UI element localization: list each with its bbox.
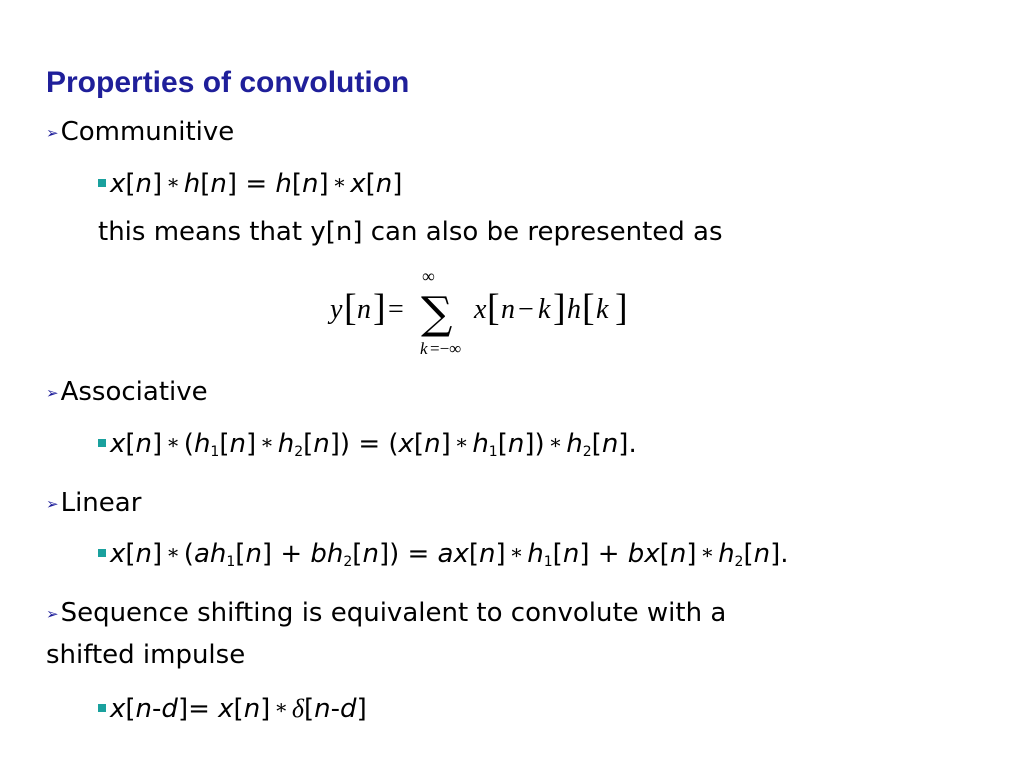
svg-text:]: ] [373,287,386,329]
arrow-bullet-icon: ➢ [46,124,59,142]
svg-text:k: k [420,339,428,358]
svg-text:=−∞: =−∞ [430,339,462,358]
shifting-heading-line2: shifted impulse [46,640,246,670]
square-bullet-icon [98,704,106,712]
bullet-linear [46,488,141,519]
svg-text:=: = [388,294,404,325]
square-bullet-icon [98,439,106,447]
svg-text:k: k [538,294,551,325]
svg-text:[: [ [582,287,595,329]
arrow-bullet-icon: ➢ [46,384,59,402]
bullet-shifting [46,598,726,629]
convolution-sum-formula [324,262,644,362]
svg-text:∑: ∑ [421,288,453,339]
arrow-bullet-icon: ➢ [46,495,59,513]
square-bullet-icon [98,179,106,187]
svg-text:y: y [330,294,343,325]
commutative-note: this means that y[n] can also be represented as [98,217,723,247]
commutative-equation: x[n] ∗ h[n] = h[n] ∗ x[n] [98,167,402,199]
svg-text:[: [ [344,287,357,329]
svg-text:n: n [501,294,515,325]
svg-text:x: x [474,294,487,325]
square-bullet-icon [98,549,106,557]
svg-text:∞: ∞ [422,266,435,286]
shifting-heading-line1: Sequence shifting is equivalent to convolute with a [60,598,727,628]
linear-equation: x[n] ∗ $(ah_1[n] + bh_2[n]) = ax[n]$ ∗ $h_1[n] + bx[n]$ ∗ $h_2[n]$. [98,537,789,569]
svg-text:]: ] [553,287,566,329]
bullet-associative [46,377,208,408]
associative-heading: Associative [60,377,208,407]
bullet-commutative [46,117,234,148]
svg-text:h: h [567,294,581,325]
associative-equation: x[n] ∗ ($h_1[n]$ ∗ $h_2[n]) = (x[n]$ ∗ $h_1[n]$) ∗ $h_2[n]$. [98,427,637,459]
svg-text:n: n [357,294,371,325]
shifting-equation: x[n-d]= x[n] ∗ δ[n-d] [98,692,367,724]
svg-text:−: − [518,294,534,325]
slide-title: Properties of convolution [46,66,410,99]
svg-text:k: k [596,294,609,325]
svg-text:[: [ [487,287,500,329]
svg-text:]: ] [615,287,628,329]
commutative-heading: Communitive [60,117,235,147]
linear-heading: Linear [60,488,142,518]
arrow-bullet-icon: ➢ [46,605,59,623]
